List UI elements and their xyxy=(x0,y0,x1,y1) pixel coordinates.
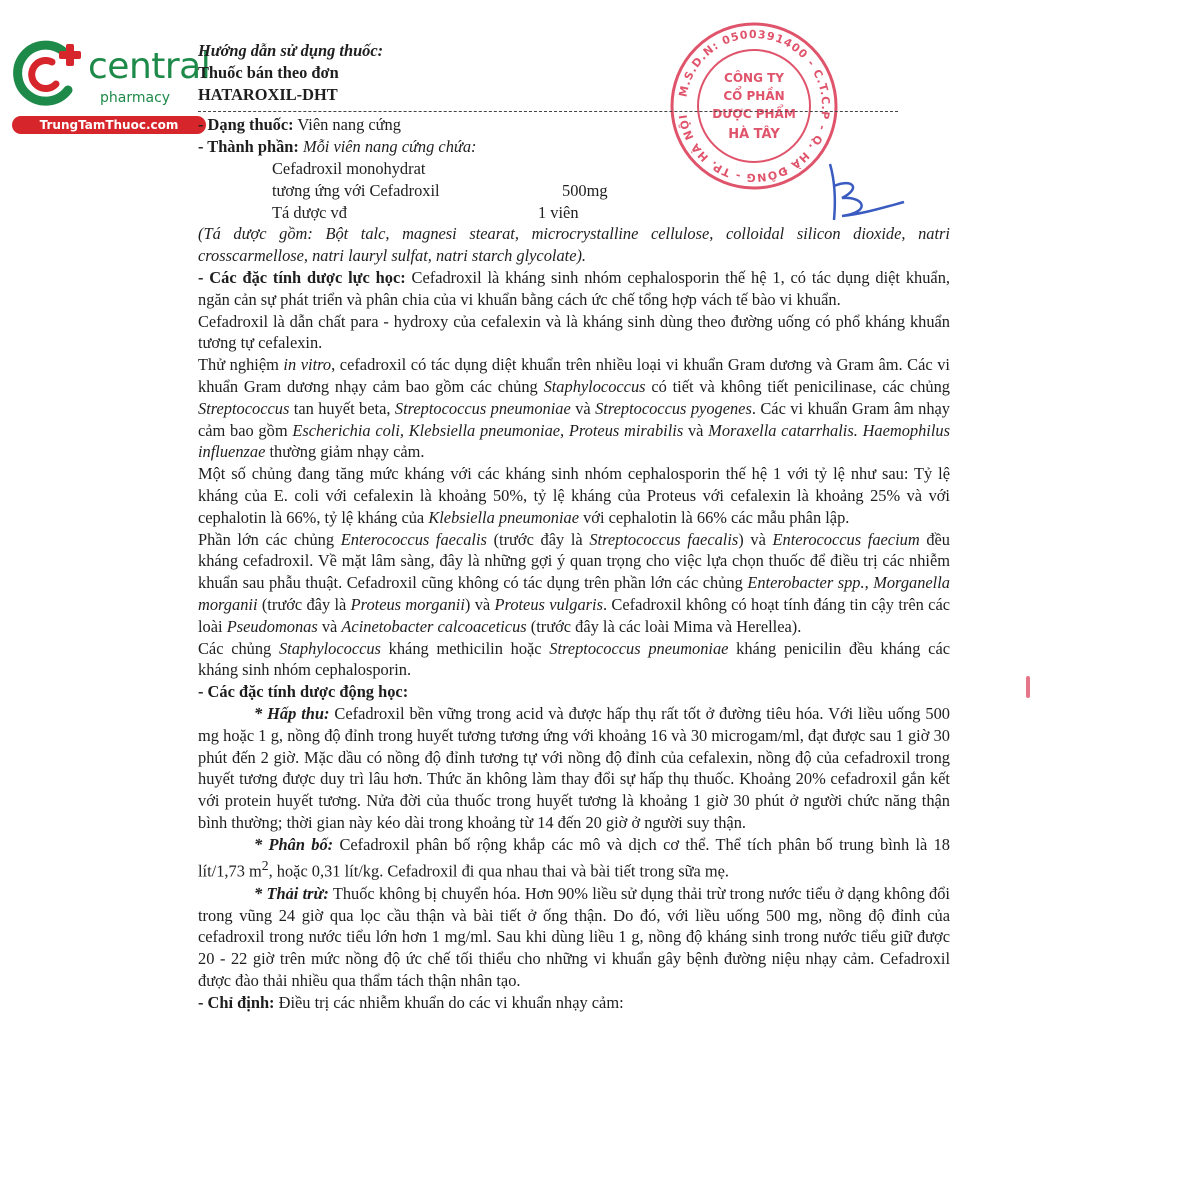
text-run: Các chủng xyxy=(198,638,279,658)
superscript: 2 xyxy=(261,858,269,874)
pharmacodynamics-label: - Các đặc tính dược lực học: xyxy=(198,267,406,287)
central-pharmacy-logo xyxy=(12,38,211,134)
indications-label: - Chỉ định: xyxy=(198,992,275,1012)
dosage-form-value: Viên nang cứng xyxy=(293,115,401,135)
pharmacodynamics-p1 xyxy=(198,267,950,311)
text-run: ) và xyxy=(464,594,495,614)
text-run: Enterobacter spp., Morganella morganii xyxy=(198,573,950,614)
pharmacodynamics-text: Cefadroxil là kháng sinh nhóm cephalosporin thế hệ 1, có tác dụng diệt khuẩn, ngăn cản sự phát triển và phân chia của vi khuẩn bằng cách ức chế tổng hợp vách tế bào vi khuẩn. xyxy=(198,267,950,309)
absorption-paragraph xyxy=(198,703,950,834)
text-run: có tiết và không tiết penicilinase, các chủng xyxy=(645,376,950,396)
composition-value: Mỗi viên nang cứng chứa: xyxy=(298,137,477,157)
central-c-icon xyxy=(12,38,84,110)
text-run: và xyxy=(317,616,342,636)
distribution-paragraph xyxy=(198,834,950,883)
text-run: Streptococcus pneumoniae xyxy=(394,398,571,418)
ingredient-amount: 1 viên xyxy=(538,202,579,222)
absorption-text: Cefadroxil bền vững trong acid và được hấp thụ rất tốt ở đường tiêu hóa. Với liều uống 500 mg hoặc 1 g, nồng độ đỉnh trong huyết tương tương ứng với khoảng 16 và 30 microgam/ml, đạt được sau 1 giờ 30 phút đến 2 giờ. Mặc dầu có nồng độ đỉnh tương tự với nồng độ đỉnh của cefalexin, nồng độ của cefadroxil trong huyết tương được duy trì lâu hơn. Thức ăn không làm thay đổi sự hấp thụ thuốc. Khoảng 20% cefadroxil gắn kết với protein huyết tương. Nửa đời của thuốc trong huyết tương là khoảng 1 giờ 30 phút ở người chức năng thận bình thường; thời gian này kéo dài trong khoảng từ 14 đến 20 giờ ở người suy thận. xyxy=(198,703,950,832)
text-run: tan huyết beta, xyxy=(289,398,395,418)
text-run: Escherichia coli, Klebsiella pneumoniae, Proteus mirabilis xyxy=(292,420,684,440)
pharmacodynamics-p6 xyxy=(198,638,950,682)
text-run: in vitro xyxy=(283,355,332,375)
distribution-text: , hoặc 0,31 lít/kg. Cefadroxil đi qua nhau thai và bài tiết trong sữa mẹ. xyxy=(268,861,730,881)
composition-row-1: Cefadroxil monohydrat xyxy=(272,158,426,178)
text-run: Streptococcus faecalis xyxy=(589,529,739,549)
indications xyxy=(198,992,950,1014)
text-run: và xyxy=(570,398,596,418)
composition-label: - Thành phần: xyxy=(198,137,299,157)
text-run: , cefadroxil có tác dụng diệt khuẩn trên nhiều loại vi khuẩn Gram dương và Gram âm. Các vi khuẩn Gram dương nhạy cảm bao gồm các chủng xyxy=(198,355,950,396)
prescription-note: Thuốc bán theo đơn xyxy=(198,62,339,82)
excipients-note: (Tá dược gồm: Bột talc, magnesi stearat, microcrystalline cellulose, colloidal silicon dioxide, natri crosscarmellose, natri lauryl sulfat, natri starch glycolate). xyxy=(198,224,950,266)
text-run: (trước đây là xyxy=(257,594,351,614)
text-run: và xyxy=(683,420,709,440)
dosage-form-label: - Dạng thuốc: xyxy=(198,115,294,135)
composition-row-3 xyxy=(198,202,950,224)
absorption-label: * Hấp thu: xyxy=(254,703,330,723)
doc-heading: Hướng dẫn sử dụng thuốc: xyxy=(198,41,384,60)
pharmacokinetics-label: - Các đặc tính dược động học: xyxy=(198,682,409,702)
distribution-text: Cefadroxil phân bố rộng khắp các mô và dịch cơ thể. Thể tích phân bố trung bình là 18 lít/1,73 m xyxy=(198,834,950,881)
text-run: Proteus vulgaris xyxy=(494,594,603,614)
distribution-label: * Phân bố: xyxy=(254,834,334,854)
svg-text:CỔ PHẦN: CỔ PHẦN xyxy=(723,89,785,103)
elimination-label: * Thải trừ: xyxy=(254,883,329,903)
text-run: Moraxella catarrhalis. Haemophilus influenzae xyxy=(198,420,950,462)
composition xyxy=(198,136,950,158)
text-run: (trước đây là các loài Mima và Herellea). xyxy=(526,616,802,636)
text-run: Staphylococcus xyxy=(278,638,381,658)
text-run: Staphylococcus xyxy=(543,376,646,396)
text-run: kháng penicilin đều kháng các kháng sinh nhóm cephalosporin. xyxy=(198,638,950,680)
product-name: HATAROXIL-DHT xyxy=(198,84,338,104)
text-run: Enterococcus faecalis xyxy=(340,529,487,549)
elimination-paragraph xyxy=(198,883,950,992)
text-run: Klebsiella pneumoniae xyxy=(428,507,579,527)
pharmacodynamics-p4 xyxy=(198,463,950,528)
text-run: Enterococcus faecium xyxy=(772,529,920,549)
elimination-text: Thuốc không bị chuyển hóa. Hơn 90% liều sử dụng thải trừ trong nước tiểu ở dạng không đổi trong vũng 24 giờ qua lọc cầu thận và bài tiết ở ống thận. Do đó, với liều uống 500 mg, nồng độ đỉnh của cefadroxil trong nước tiểu lớn hơn 1 mg/ml. Sau khi dùng liều 1 g, nồng độ kháng sinh trong nước tiểu giữ được 20 - 22 giờ trên mức nồng độ ức chế tối thiểu cho những vi khuẩn gây bệnh đường niệu nhạy cảm. Cefadroxil được đào thải nhiều qua thẩm tách thận nhân tạo. xyxy=(198,883,950,990)
red-mark xyxy=(1026,676,1030,698)
text-run: Thử nghiệm xyxy=(198,355,284,375)
text-run: ) và xyxy=(738,529,773,549)
document-body xyxy=(198,40,950,1014)
svg-text:CÔNG TY: CÔNG TY xyxy=(724,71,784,85)
indications-text: Điều trị các nhiễm khuẩn do các vi khuẩn nhạy cảm: xyxy=(274,992,624,1012)
text-run: Pseudomonas xyxy=(226,616,318,636)
svg-text:HÀ TÂY: HÀ TÂY xyxy=(728,127,780,142)
text-run: (trước đây là xyxy=(486,529,590,549)
ingredient-name: tương ứng với Cefadroxil xyxy=(272,180,440,200)
text-run: Streptococcus pneumoniae xyxy=(549,638,729,658)
text-run: Một số chủng đang tăng mức kháng với các kháng sinh nhóm cephalosporin thế hệ 1 với tỷ lệ như sau: Tỷ lệ kháng của E. coli với cefalexin là khoảng 50%, tỷ lệ kháng của Proteus với cefalexin là khoảng 25% và với cephalotin là 66%, tỷ lệ kháng của xyxy=(198,464,950,527)
dosage-form xyxy=(198,114,950,136)
text-run: với cephalotin là 66% các mẫu phân lập. xyxy=(579,507,850,527)
text-run: đều kháng cefadroxil. Về mặt lâm sàng, đây là những gợi ý quan trọng cho việc lựa chọn thuốc để điều trị các nhiễm khuẩn sau phẫu thuật. Cefadroxil cũng không có tác dụng trên phần lớn các chủng xyxy=(198,529,950,593)
text-run: . Các vi khuẩn Gram âm nhạy cảm bao gồm xyxy=(198,398,950,440)
logo-name: central xyxy=(88,46,211,87)
logo-site-badge: TrungTamThuoc.com xyxy=(12,116,206,134)
composition-row-2 xyxy=(198,180,950,202)
text-run: Streptococcus pyogenes xyxy=(595,398,752,418)
text-run: . Cefadroxil không có hoạt tính đáng tin cậy trên các loài xyxy=(198,594,950,636)
pharmacodynamics-p3 xyxy=(198,354,950,463)
pharmacodynamics-p5 xyxy=(198,529,950,638)
text-run: thường giảm nhạy cảm. xyxy=(265,442,425,462)
logo-subtitle: pharmacy xyxy=(100,90,171,106)
text-run: Proteus morganii xyxy=(350,594,465,614)
divider xyxy=(198,111,898,112)
text-run: Streptococcus xyxy=(198,398,290,418)
text-run: Phần lớn các chủng xyxy=(198,529,341,549)
ingredient-name: Tá dược vđ xyxy=(272,202,347,222)
svg-text:DƯỢC PHẨM: DƯỢC PHẨM xyxy=(712,107,796,121)
text-run: kháng methicilin hoặc xyxy=(380,638,550,658)
text-run: Acinetobacter calcoaceticus xyxy=(341,616,527,636)
ingredient-amount: 500mg xyxy=(562,180,608,200)
pharmacodynamics-p2: Cefadroxil là dẫn chất para - hydroxy của cefalexin và là kháng sinh dùng theo đường uống có phổ kháng khuẩn tương tự cefalexin. xyxy=(198,311,950,353)
svg-text:M.S.D.N: 0500391400 - C.T.C.P: M.S.D.N: 0500391400 - C.T.C.P - Q. HÀ ĐÔNG - TP. HÀ NỘI xyxy=(676,27,833,185)
